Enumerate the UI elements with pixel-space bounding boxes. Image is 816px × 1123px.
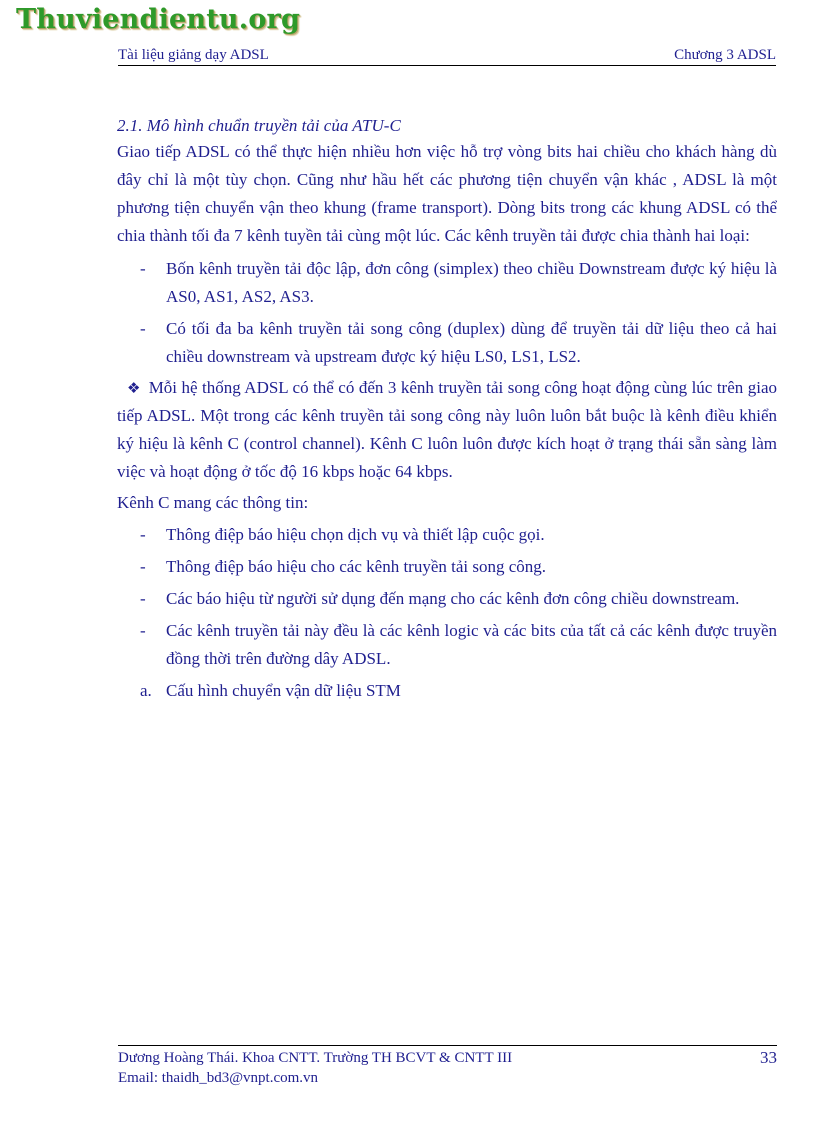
intro-paragraph: Giao tiếp ADSL có thể thực hiện nhiều hơn việc hỗ trợ vòng bits hai chiều cho khách hàng dù đây chỉ là một tùy chọn. Cũng như hầu hết các phương tiện chuyển vận khác , ADSL là một phương tiện chuyển vận theo khung (frame transport). Dòng bits trong các khung ADSL có thể chia thành tối đa 7 kênh tuyền tải cùng một lúc. Các kênh truyền tải được chia thành hai loại: <box>117 142 777 245</box>
page-header <box>118 47 776 66</box>
star-paragraph-text: Mỗi hệ thống ADSL có thể có đến 3 kênh truyền tải song công hoạt động cùng lúc trên giao tiếp ADSL. Một trong các kênh truyền tải song công này luôn luôn bắt buộc là kênh điều khiển ký hiệu là kênh C (control channel). Kênh C luôn luôn được kích hoạt ở trạng thái sẵn sàng làm việc và hoạt động ở tốc độ 16 kbps hoặc 64 kbps. <box>117 378 778 481</box>
site-logo: Thuviendientu.org <box>16 4 301 35</box>
dash-marker: - <box>140 319 146 338</box>
footer-author: Dương Hoàng Thái. Khoa CNTT. Trường TH BCVT & CNTT III <box>118 1050 513 1066</box>
dash-marker: - <box>140 557 146 576</box>
page-number: 33 <box>760 1048 777 1067</box>
list-item-text: Các kênh truyền tải này đều là các kênh logic và các bits của tất cả các kênh được truyền đồng thời trên đường dây ADSL. <box>166 621 777 668</box>
sub-item <box>117 677 777 705</box>
list-item <box>117 521 777 549</box>
list-item-text: Bốn kênh truyền tải độc lập, đơn công (simplex) theo chiều Downstream được ký hiệu là AS0, AS1, AS2, AS3. <box>166 259 777 306</box>
list-item-text: Các báo hiệu từ người sử dụng đến mạng cho các kênh đơn công chiều downstream. <box>166 589 740 608</box>
list-item-text: Thông điệp báo hiệu chọn dịch vụ và thiết lập cuộc gọi. <box>166 525 545 544</box>
sub-item-marker: a. <box>140 681 152 700</box>
star-paragraph <box>117 374 777 486</box>
c-channel-intro: Kênh C mang các thông tin: <box>117 493 309 512</box>
header-chapter: Chương 3 ADSL <box>674 47 776 63</box>
sub-item-text: Cấu hình chuyển vận dữ liệu STM <box>166 681 401 700</box>
list-item <box>117 585 777 613</box>
list-item <box>117 315 777 371</box>
document-body <box>117 114 777 705</box>
dash-marker: - <box>140 259 146 278</box>
list-item <box>117 255 777 311</box>
list-item-text: Thông điệp báo hiệu cho các kênh truyền tải song công. <box>166 557 547 576</box>
page-footer <box>118 1045 777 1088</box>
diamond-bullet-icon: ❖ <box>127 379 141 397</box>
dash-marker: - <box>140 621 146 640</box>
list-item-text: Có tối đa ba kênh truyền tải song công (duplex) dùng để truyền tải dữ liệu theo cả hai chiều downstream và upstream được ký hiệu LS0, LS1, LS2. <box>166 319 777 366</box>
list-item <box>117 553 777 581</box>
dash-marker: - <box>140 525 146 544</box>
section-title: 2.1. Mô hình chuẩn truyền tải của ATU-C <box>117 116 401 135</box>
list-item <box>117 617 777 673</box>
footer-email: Email: thaidh_bd3@vnpt.com.vn <box>118 1070 319 1086</box>
dash-marker: - <box>140 589 146 608</box>
header-document-title: Tài liệu giảng dạy ADSL <box>118 47 269 63</box>
